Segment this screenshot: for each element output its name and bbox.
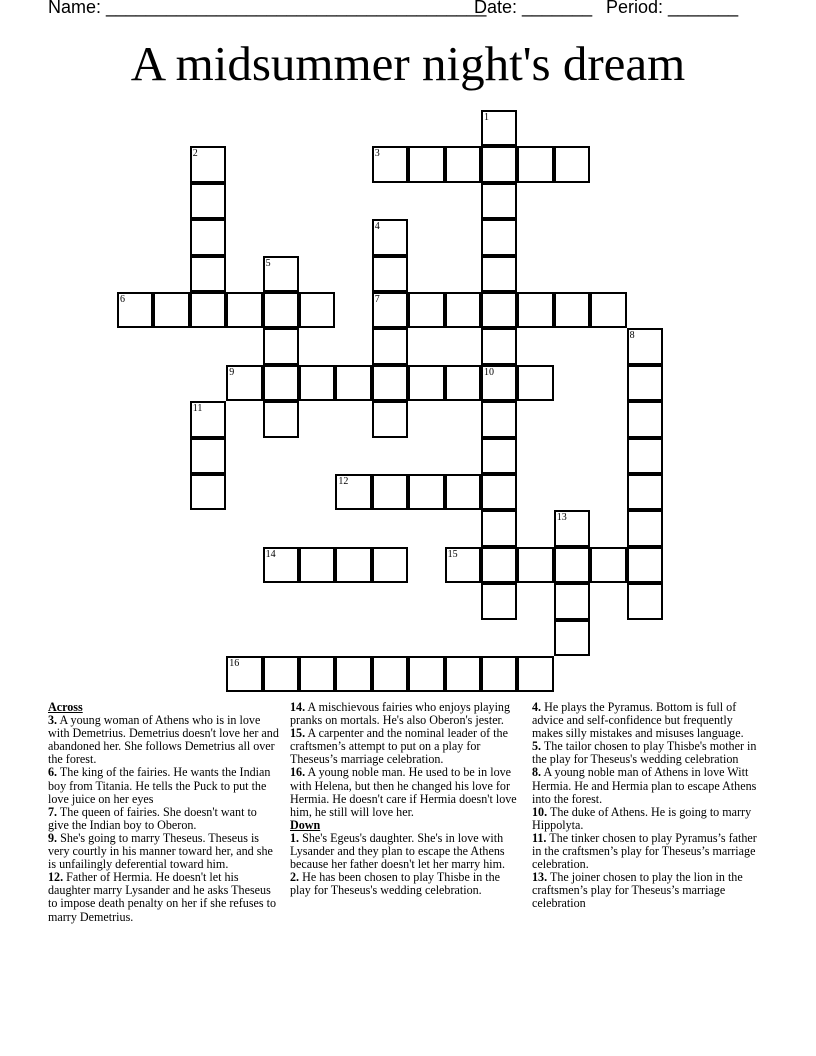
grid-cell[interactable] xyxy=(590,292,626,328)
clue-number: 2 xyxy=(192,148,198,160)
grid-cell[interactable] xyxy=(554,547,590,583)
clue-down-2: 2. He has been chosen to play Thisbe in the play for Theseus's wedding celebration. xyxy=(290,870,501,898)
grid-cell[interactable] xyxy=(263,365,299,401)
grid-cell[interactable] xyxy=(554,510,590,546)
grid-cell[interactable] xyxy=(481,219,517,255)
period-field[interactable]: Period: _______ xyxy=(606,0,739,17)
grid-cell[interactable] xyxy=(263,328,299,364)
grid-cell[interactable] xyxy=(554,146,590,182)
grid-cell[interactable] xyxy=(481,292,517,328)
grid-cell[interactable] xyxy=(190,183,226,219)
clue-column-3 xyxy=(532,701,764,911)
grid-cell[interactable] xyxy=(554,620,590,656)
clue-across-14: 14. A mischievous fairies who enjoys playing pranks on mortals. He's also Oberon's jester. xyxy=(290,700,511,728)
grid-cell[interactable] xyxy=(372,656,408,692)
grid-cell[interactable] xyxy=(190,292,226,328)
clue-number: 15 xyxy=(447,548,458,560)
down-heading: Down xyxy=(290,817,321,832)
clue-column-1 xyxy=(48,701,280,924)
grid-cell[interactable] xyxy=(263,292,299,328)
grid-cell[interactable] xyxy=(226,365,262,401)
grid-cell[interactable] xyxy=(372,365,408,401)
grid-cell[interactable] xyxy=(627,474,663,510)
grid-cell[interactable] xyxy=(554,583,590,619)
clue-across-16: 16. A young noble man. He used to be in love with Helena, but then he changed his love for Hermia. He doesn't care if Hermia doesn't love him, he still will love her. xyxy=(290,765,517,819)
grid-cell[interactable] xyxy=(481,183,517,219)
grid-cell[interactable] xyxy=(481,256,517,292)
clue-number: 13 xyxy=(556,512,567,524)
grid-cell[interactable] xyxy=(335,547,371,583)
grid-cell[interactable] xyxy=(372,547,408,583)
grid-cell[interactable] xyxy=(481,328,517,364)
grid-cell[interactable] xyxy=(190,474,226,510)
grid-cell[interactable] xyxy=(554,292,590,328)
grid-cell[interactable] xyxy=(299,656,335,692)
grid-cell[interactable] xyxy=(263,401,299,437)
grid-cell[interactable] xyxy=(481,583,517,619)
clue-down-10: 10. The duke of Athens. He is going to marry Hippolyta. xyxy=(532,804,752,832)
grid-cell[interactable] xyxy=(299,292,335,328)
grid-cell[interactable] xyxy=(627,510,663,546)
grid-cell[interactable] xyxy=(372,328,408,364)
grid-cell[interactable] xyxy=(481,401,517,437)
clue-number: 1 xyxy=(484,112,489,123)
clue-number: 3 xyxy=(374,148,380,160)
grid-cell[interactable] xyxy=(517,547,553,583)
clue-number: 16 xyxy=(229,658,240,669)
grid-cell[interactable] xyxy=(408,146,444,182)
clue-down-8: 8. A young noble man of Athens in love Witt Hermia. He and Hermia plan to escape Athens into the forest. xyxy=(532,765,757,806)
grid-cell[interactable] xyxy=(335,656,371,692)
grid-cell[interactable] xyxy=(481,365,517,401)
grid-cell[interactable] xyxy=(190,219,226,255)
grid-cell[interactable] xyxy=(627,401,663,437)
grid-cell[interactable] xyxy=(372,474,408,510)
grid-cell[interactable] xyxy=(299,365,335,401)
grid-cell[interactable] xyxy=(335,474,371,510)
grid-cell[interactable] xyxy=(445,547,481,583)
grid-cell[interactable] xyxy=(481,110,517,146)
clue-number: 12 xyxy=(338,476,349,487)
grid-cell[interactable] xyxy=(190,401,226,437)
grid-cell[interactable] xyxy=(263,256,299,292)
grid-cell[interactable] xyxy=(226,292,262,328)
clue-number: 8 xyxy=(629,330,635,342)
grid-cell[interactable] xyxy=(372,146,408,182)
grid-cell[interactable] xyxy=(372,401,408,437)
grid-cell[interactable] xyxy=(372,256,408,292)
across-heading: Across xyxy=(48,700,83,714)
crossword-grid xyxy=(117,110,663,692)
grid-cell[interactable] xyxy=(445,146,481,182)
clue-down-1: 1. She's Egeus's daughter. She's in love with Lysander and they plan to escape the Athens because her father doesn't let her marry him. xyxy=(290,830,506,872)
grid-cell[interactable] xyxy=(408,292,444,328)
clue-number: 7 xyxy=(374,294,380,305)
grid-cell[interactable] xyxy=(481,656,517,692)
clue-down-5: 5. The tailor chosen to play Thisbe's mother in the play for Theseus's wedding celebration xyxy=(532,739,757,767)
clue-number: 6 xyxy=(120,294,125,305)
clue-number: 10 xyxy=(484,366,494,378)
clue-column-2 xyxy=(290,701,522,897)
grid-cell[interactable] xyxy=(299,547,335,583)
grid-cell[interactable] xyxy=(627,547,663,583)
grid-cell[interactable] xyxy=(190,146,226,182)
grid-cell[interactable] xyxy=(226,656,262,692)
grid-cell[interactable] xyxy=(263,547,299,583)
grid-cell[interactable] xyxy=(517,656,553,692)
grid-cell[interactable] xyxy=(627,583,663,619)
grid-cell[interactable] xyxy=(372,292,408,328)
grid-cell[interactable] xyxy=(481,438,517,474)
clue-across-7: 7. The queen of fairies. She doesn't want to give the Indian boy to Oberon. xyxy=(48,804,257,832)
date-field[interactable]: Date: _______ xyxy=(474,0,593,17)
grid-cell[interactable] xyxy=(517,365,553,401)
grid-cell[interactable] xyxy=(335,365,371,401)
grid-cell[interactable] xyxy=(627,438,663,474)
grid-cell[interactable] xyxy=(445,474,481,510)
grid-cell[interactable] xyxy=(481,146,517,182)
grid-cell[interactable] xyxy=(408,656,444,692)
grid-cell[interactable] xyxy=(627,365,663,401)
clue-down-4: 4. He plays the Pyramus. Bottom is full of advice and self-confidence but frequently makes silly mistakes and misuses language. xyxy=(532,700,744,741)
grid-cell[interactable] xyxy=(517,146,553,182)
grid-cell[interactable] xyxy=(153,292,189,328)
page-title: A midsummer night's dream xyxy=(130,36,686,91)
name-field[interactable]: Name: ______________________________________ xyxy=(48,0,487,17)
clue-down-13: 13. The joiner chosen to play the lion in the craftsmen’s play for Theseus’s marriage celebration xyxy=(532,870,743,911)
clue-across-9: 9. She's going to marry Theseus. Theseus is very courtly in his manner toward her, and she is unfailingly deferential toward him. xyxy=(48,830,273,872)
clue-across-3: 3. A young woman of Athens who is in love with Demetrius. Demetrius doesn't love her and abandoned her. She follows Demetrius all over the forest. xyxy=(48,713,279,767)
clue-down-11: 11. The tinker chosen to play Pyramus’s father in the craftsmen’s play for Theseus’s marriage celebration. xyxy=(532,830,757,872)
grid-cell[interactable] xyxy=(408,365,444,401)
grid-cell[interactable] xyxy=(263,656,299,692)
grid-cell[interactable] xyxy=(481,510,517,546)
clue-number: 4 xyxy=(374,221,380,233)
grid-cell[interactable] xyxy=(517,292,553,328)
grid-cell[interactable] xyxy=(481,547,517,583)
grid-cell[interactable] xyxy=(372,219,408,255)
grid-cell[interactable] xyxy=(408,474,444,510)
clue-number: 11 xyxy=(192,403,203,415)
clue-number: 9 xyxy=(229,366,235,378)
clue-number: 14 xyxy=(265,548,276,560)
clue-across-6: 6. The king of the fairies. He wants the Indian boy from Titania. He tells the Puck to put the love juice on her eyes xyxy=(48,765,271,806)
grid-cell[interactable] xyxy=(627,328,663,364)
grid-cell[interactable] xyxy=(190,256,226,292)
clue-across-12: 12. Father of Hermia. He doesn't let his daughter marry Lysander and he asks Theseus to impose death penalty on her if she refuses to marry Demetrius. xyxy=(48,870,277,924)
grid-cell[interactable] xyxy=(445,365,481,401)
grid-cell[interactable] xyxy=(117,292,153,328)
grid-cell[interactable] xyxy=(445,292,481,328)
grid-cell[interactable] xyxy=(190,438,226,474)
clue-number: 5 xyxy=(265,257,271,269)
grid-cell[interactable] xyxy=(590,547,626,583)
grid-cell[interactable] xyxy=(445,656,481,692)
grid-cell[interactable] xyxy=(481,474,517,510)
clue-across-15: 15. A carpenter and the nominal leader of the craftsmen’s attempt to put on a play for Theseus’s marriage celebration. xyxy=(290,726,508,767)
